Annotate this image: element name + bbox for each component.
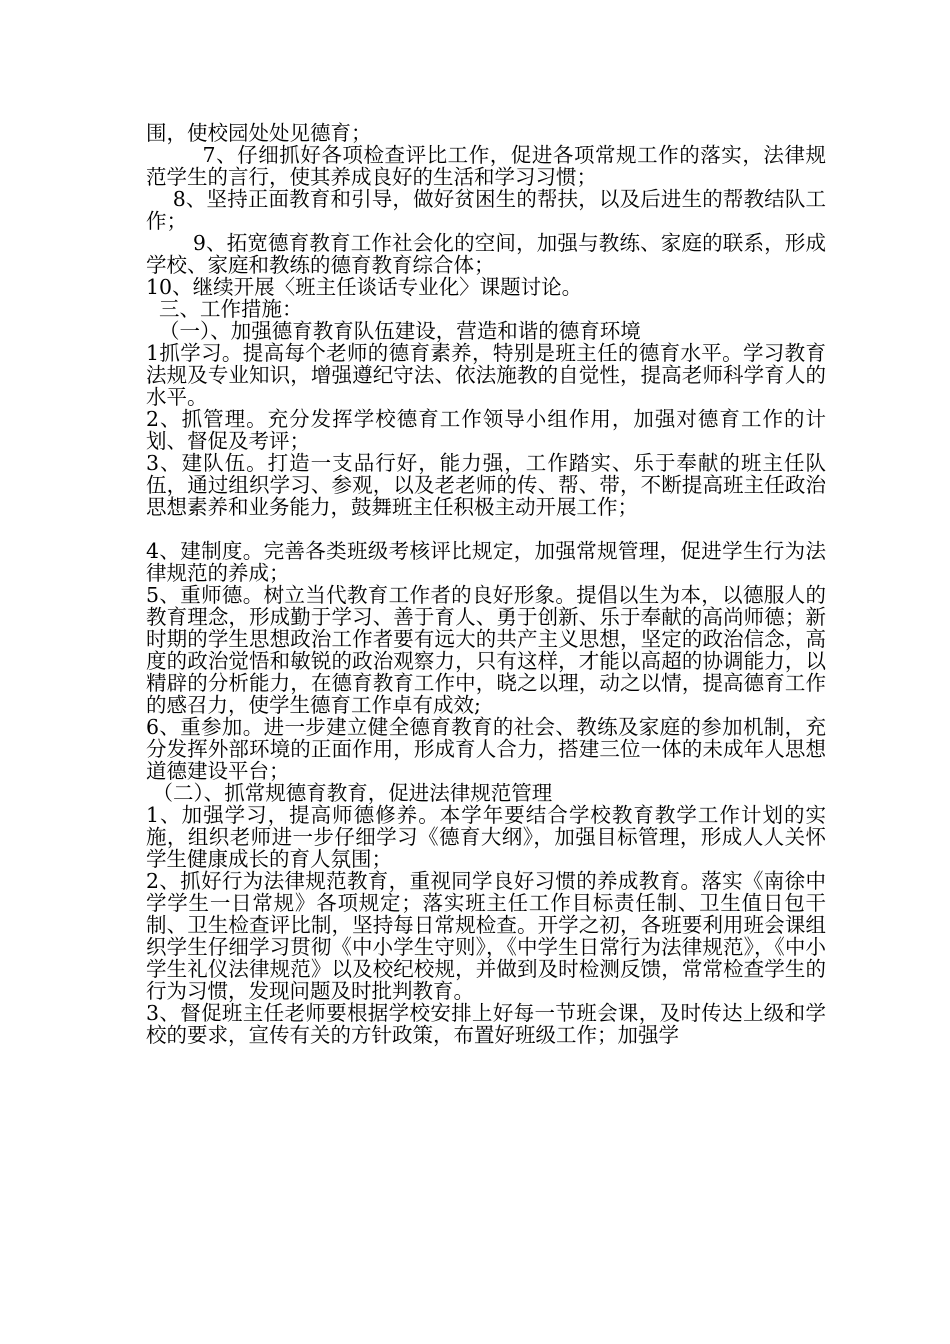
routine-class-meeting: 3、督促班主任老师要根据学校安排上好每一节班会课，及时传达上级和学校的要求，宣传有关的方针政策，布置好班级工作；加强学 bbox=[146, 1001, 826, 1047]
measure-management: 2、抓管理。充分发挥学校德育工作领导小组作用，加强对德育工作的计划、督促及考评； bbox=[146, 407, 826, 453]
paragraph-item-9: 9、拓宽德育教育工作社会化的空间，加强与教练、家庭的联系，形成学校、家庭和教练的德育教育综合体； bbox=[146, 231, 826, 277]
paragraph-campus-moral: 围，使校园处处见德育； bbox=[146, 121, 372, 145]
measure-system: 4、建制度。完善各类班级考核评比规定，加强常规管理，促进学生行为法律规范的养成； bbox=[146, 539, 826, 585]
measure-ethics: 5、重师德。树立当代教育工作者的良好形象。提倡以生为本，以德服人的教育理念，形成勤于学习、善于育人、勇于创新、乐于奉献的高尚师德；新时期的学生思想政治工作者要有远大的共产主义思想，坚定的政治信念，高度的政治觉悟和敏锐的政治观察力，只有这样，才能以高超的协调能力，以精辟的分析能力，在德育教育工作中，晓之以理，动之以情，提高德育工作的感召力，使学生德育工作卓有成效; bbox=[146, 583, 826, 717]
measure-participation: 6、重参加。进一步建立健全德育教育的社会、教练及家庭的参加机制，充分发挥外部环境的正面作用，形成育人合力，搭建三位一体的未成年人思想道德建设平台； bbox=[146, 715, 826, 783]
measure-study: 1抓学习。提高每个老师的德育素养，特别是班主任的德育水平。学习教育法规及专业知识，增强遵纪守法、依法施教的自觉性，提高老师科学育人的水平。 bbox=[146, 341, 826, 409]
blank-line bbox=[146, 518, 826, 540]
paragraph-item-10: 10、继续开展〈班主任谈话专业化〉课题讨论。 bbox=[146, 275, 583, 299]
routine-behavior: 2、抓好行为法律规范教育，重视同学良好习惯的养成教育。落实《南徐中学学生一日常规》各项规定；落实班主任工作目标责任制、卫生值日包干制、卫生检查评比制，坚持每日常规检查。开学之初，各班要利用班会课组织学生仔细学习贯彻《中小学生守则》，《中学生日常行为法律规范》，《中小学生礼仪法律规范》以及校纪校规，并做到及时检测反馈，常常检查学生的行为习惯，发现问题及时批判教育。 bbox=[146, 869, 826, 1003]
paragraph-item-7: 7、仔细抓好各项检查评比工作，促进各项常规工作的落实，法律规范学生的言行，使其养成良好的生活和学习习惯； bbox=[146, 143, 826, 189]
section-heading-measures: 三、工作措施： bbox=[146, 297, 303, 321]
subsection-heading-2: （二）、抓常规德育教育，促进法律规范管理 bbox=[146, 781, 553, 805]
subsection-heading-1: （一）、加强德育教育队伍建设，营造和谐的德育环境 bbox=[146, 319, 641, 343]
document-body bbox=[146, 122, 826, 1046]
measure-team: 3、建队伍。打造一支品行好，能力强，工作踏实、乐于奉献的班主任队伍，通过组织学习、参观，以及老老师的传、帮、带，不断提高班主任政治思想素养和业务能力，鼓舞班主任积极主动开展工作； bbox=[146, 451, 826, 519]
paragraph-item-8: 8、坚持正面教育和引导，做好贫困生的帮扶，以及后进生的帮教结队工作； bbox=[146, 187, 826, 233]
routine-study: 1、加强学习，提高师德修养。本学年要结合学校教育教学工作计划的实施，组织老师进一步仔细学习《德育大纲》，加强目标管理，形成人人关怀学生健康成长的育人氛围； bbox=[146, 803, 826, 871]
